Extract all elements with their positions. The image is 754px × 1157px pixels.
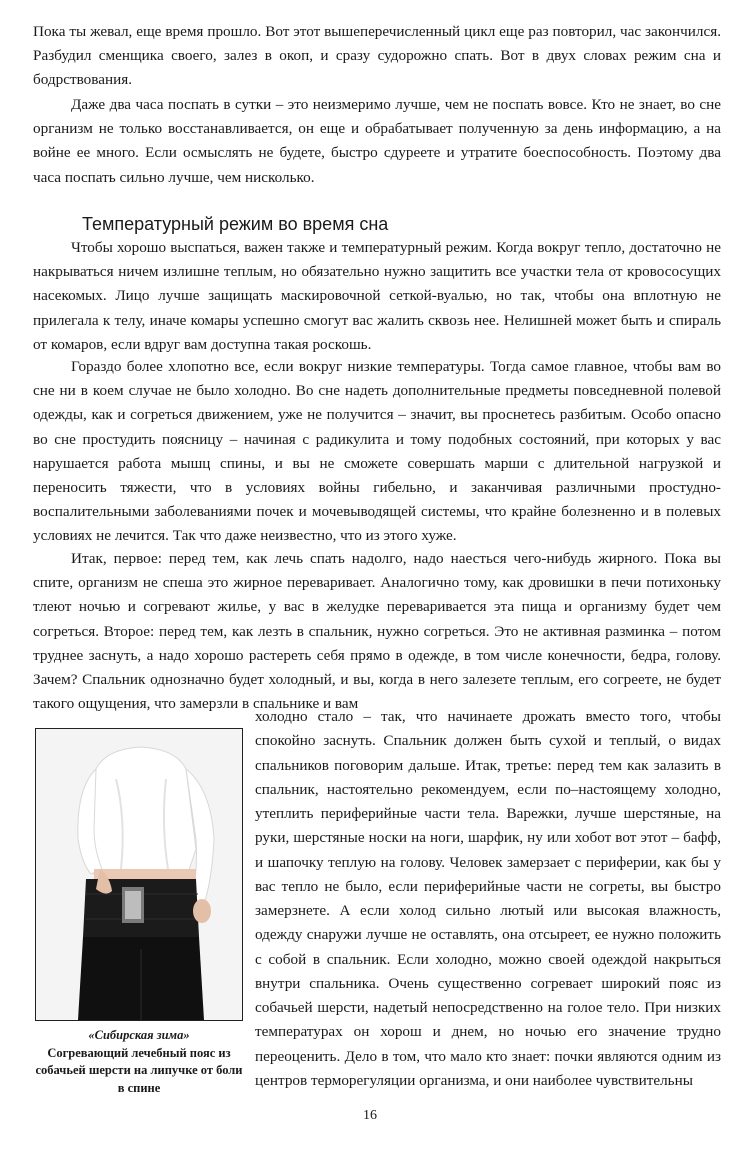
caption-description: Согревающий лечебный пояс из собачьей шерсти на липучке от боли в спине	[35, 1045, 243, 1095]
paragraph-two-hours-sleep: Даже два часа поспать в сутки – это неизмеримо лучше, чем не поспать вовсе. Кто не знает, во сне организм не только восстанавливается, он еще и обрабатывает полученную за день информацию, а на войне ее много. Если осмыслять не будете, быстро сдуреете и утратите боеспособность. Поэтому два часа поспать сильно лучше, чем нисколько.	[33, 96, 721, 186]
belt-photo	[35, 728, 243, 1021]
paragraph-third-step: холодно стало – так, что начинаете дрожать вместо того, чтобы спокойно заснуть. Спальник должен быть сухой и теплый, о видах спальников поговорим дальше. Итак, третье: перед тем как залазить в спальник, настоятельно рекомендуем, если по–настоящему холодно, утеплить периферийные части тела. Варежки, лучше шерстяные, на руки, шерстяные носки на ноги, шарфик, ну или хобот вот этот – бафф, и шапочку теплую на голову. Человек замерзает с периферии, как бы у вас тепло не было, если периферийные части не согреты, вы быстро замерзнете. А если холод сильно лютый или высокая влажность, одежду снаружи лучше не оставлять, она отсыреет, ее нужно положить с собой в спальник. Если холодно, можно своей одеждой накрыться внутри спальника. Очень существенно согревает широкий пояс из собачьей шерсти, надетый непосредственно на голое тело. При низких температурах он хорош и днем, но ночью его значение трудно переоценить. Дело в том, что мало кто знает: почки являются одним из центров терморегуляции организма, и они наиболее чувствительны	[255, 708, 721, 1089]
paragraph-low-temperatures: Гораздо более хлопотно все, если вокруг низкие температуры. Тогда самое главное, чтобы вам во сне ни в коем случае не было холодно. Во сне надеть дополнительные предметы повседневной полевой одежды, как и согреться движением, уже не получится – значит, вы проснетесь разбитым. Особо опасно во сне простудить поясницу – начиная с радикулита и тому подобных состояний, при которых у вас нарушается работа мышц спины, и вы не сможете совершать марши с длительной нагрузкой и переносить тяжести, что в условиях войны гибельно, и заканчивая различными простудно-воспалительными заболеваниями почек и мочевыводящей системы, что крайне болезненно и в полевых условиях не лечится. Так что даже неизвестно, что из этого хуже.	[33, 358, 721, 545]
paragraph-first-second-steps: Итак, первое: перед тем, как лечь спать надолго, надо наесться чего-нибудь жирного. Пока вы спите, организм не спеша это жирное переваривает. Аналогично тому, как дровишки в печи потихоньку тлеют ночью и согревают жилье, у вас в желудке переваривается эта пища и организму будет чем согреться. Второе: перед тем, как лезть в спальник, нужно согреться. Это не активная разминка – потом труднее заснуть, а надо хорошо растереть себя прямо в одежде, в том числе конечности, бедра, голову. Зачем? Спальник однозначно будет холодный, и вы, когда в него залезете теплым, его согреете, не будет такого ощущения, что замерзли в спальнике и вам	[33, 550, 721, 713]
page-number: 16	[363, 1108, 377, 1123]
paragraph-sleep-cycle: Пока ты жевал, еще время прошло. Вот этот вышеперечисленный цикл еще раз повторил, час закончился. Разбудил сменщика своего, залез в окоп, и сразу судорожно спать. Вот в двух словах режим сна и бодрствования.	[33, 23, 721, 89]
paragraph-warm-weather: Чтобы хорошо выспаться, важен также и температурный режим. Когда вокруг тепло, достаточно не накрываться ничем излишне теплым, но обязательно нужно защитить все участки тела от кровососущих насекомых. Лицо лучше защищать маскировочной сеткой-вуалью, но так, чтобы она вплотную не прилегала к телу, иначе комары успешно смогут вас жалить сквозь нее. Нелишней может быть и спираль от комаров, если вдруг вам доступна такая роскошь.	[33, 239, 721, 353]
section-heading: Температурный режим во время сна	[82, 214, 389, 234]
caption-title: «Сибирская зима»	[88, 1028, 190, 1042]
figure-caption	[33, 1027, 245, 1097]
